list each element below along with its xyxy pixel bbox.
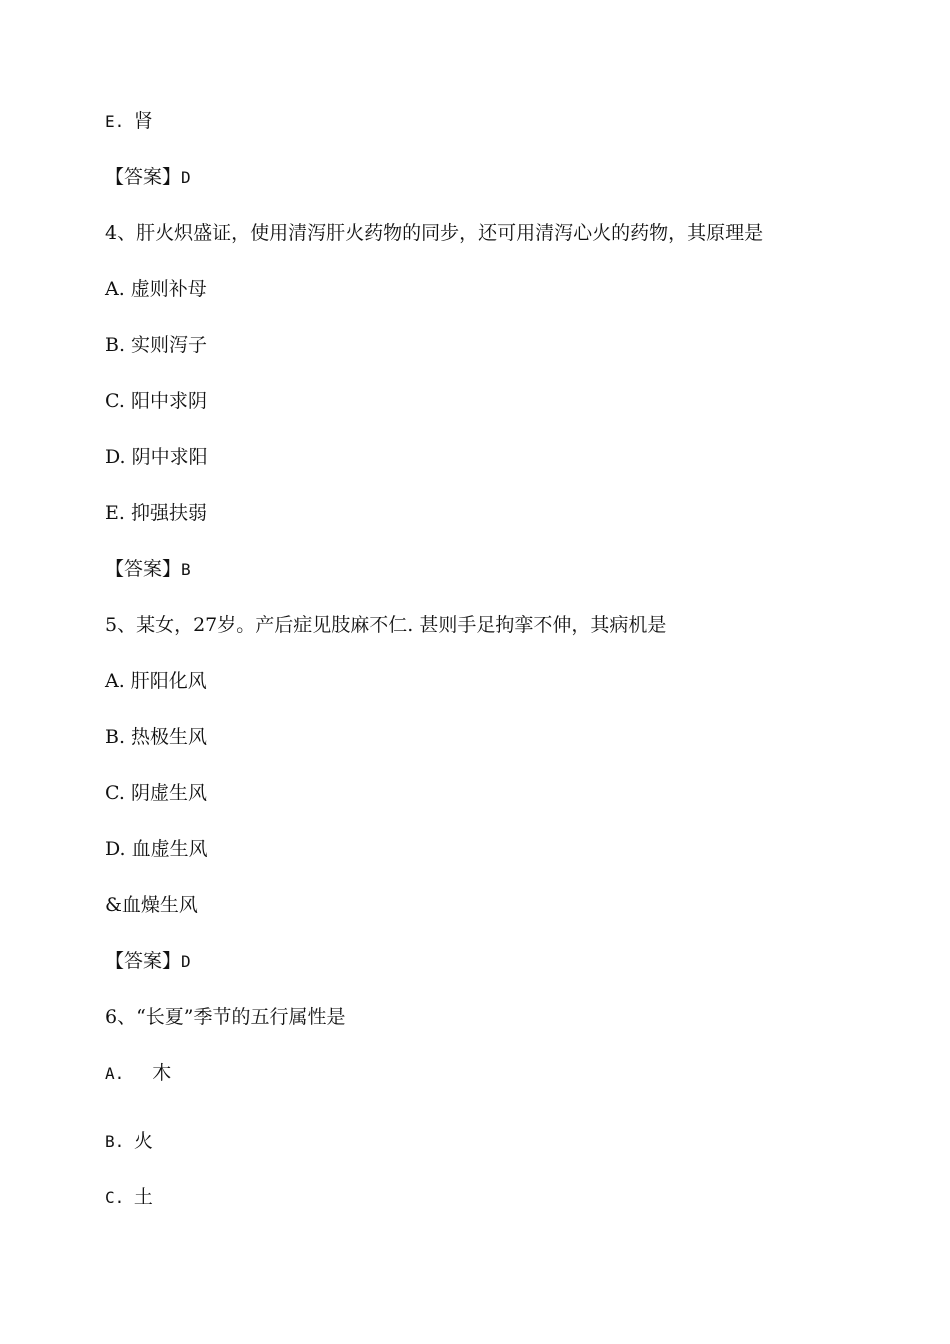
q4-option-a: A. 虚则补母 — [105, 278, 207, 300]
q6-option-b — [105, 1128, 153, 1155]
answer-label: 【答案】 — [105, 950, 182, 972]
option-text: 肾 — [133, 110, 153, 132]
q3-answer — [105, 164, 191, 191]
q4-option-b: B. 实则泻子 — [105, 334, 208, 356]
q4-answer — [105, 556, 191, 583]
answer-value: B — [181, 560, 191, 579]
option-letter: E. — [105, 112, 125, 131]
option-text: 土 — [133, 1186, 153, 1208]
q4-option-e: E. 抑强扶弱 — [105, 502, 207, 524]
option-letter: C. — [105, 1188, 125, 1207]
option-text: 火 — [133, 1130, 153, 1152]
q5-option-e: &血燥生风 — [105, 894, 198, 916]
q4-question: 4、肝火炽盛证，使用清泻肝火药物的同步，还可用清泻心火的药物，其原理是 — [105, 222, 764, 244]
q4-option-c: C. 阳中求阴 — [105, 390, 207, 412]
q5-option-d: D. 血虚生风 — [105, 838, 208, 860]
option-letter: B. — [105, 1132, 125, 1151]
q6-question: 6、“长夏”季节的五行属性是 — [105, 1006, 346, 1028]
q5-option-b: B. 热极生风 — [105, 726, 208, 748]
answer-value: D — [181, 168, 191, 187]
option-letter: A. — [105, 1064, 125, 1083]
answer-label: 【答案】 — [105, 166, 182, 188]
q6-option-a — [105, 1060, 171, 1087]
option-text: 木 — [152, 1062, 172, 1084]
q6-option-c — [105, 1184, 153, 1211]
q5-answer — [105, 948, 191, 975]
answer-value: D — [181, 952, 191, 971]
q5-option-c: C. 阴虚生风 — [105, 782, 207, 804]
answer-label: 【答案】 — [105, 558, 182, 580]
q3-option-e — [105, 108, 153, 135]
q5-question: 5、某女，27岁。产后症见肢麻不仁. 甚则手足拘挛不伸，其病机是 — [105, 614, 667, 636]
q5-option-a: A. 肝阳化风 — [105, 670, 207, 692]
q4-option-d: D. 阴中求阳 — [105, 446, 208, 468]
